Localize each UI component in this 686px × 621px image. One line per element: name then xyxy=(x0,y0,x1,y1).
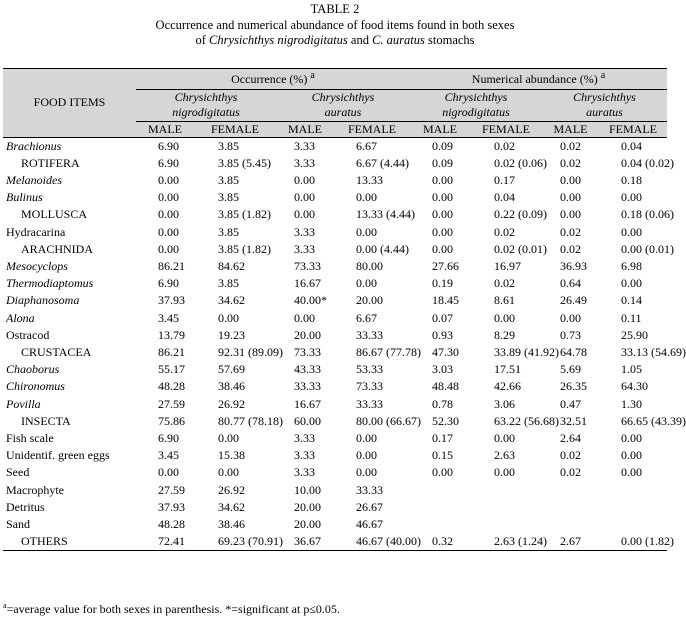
food-item-name: Seed xyxy=(6,465,30,480)
food-item-name: Chironomus xyxy=(6,379,65,394)
value-cell: 0.00 xyxy=(560,310,581,325)
value-cell: 40.00* xyxy=(294,293,327,308)
value-cell: 20.00 xyxy=(294,327,321,342)
value-cell: 0.02 (0.01) xyxy=(494,241,547,256)
value-cell: 17.51 xyxy=(494,362,521,377)
value-cell: 10.00 xyxy=(294,482,321,497)
table-row xyxy=(3,138,667,155)
value-cell: 3.45 xyxy=(158,448,179,463)
title-prefix: of xyxy=(195,33,209,47)
header-numerical-label: Numerical abundance (%) xyxy=(471,72,598,87)
value-cell: 0.00 (0.01) xyxy=(621,241,674,256)
value-cell: 0.02 xyxy=(560,448,581,463)
food-item-name: Chaoborus xyxy=(6,362,60,377)
value-cell: 3.06 xyxy=(494,396,515,411)
value-cell: 63.22 (56.68) xyxy=(494,413,559,428)
value-cell: 20.00 xyxy=(356,293,383,308)
value-cell: 0.02 xyxy=(560,155,581,170)
table-row xyxy=(3,413,667,430)
value-cell: 34.62 xyxy=(218,293,245,308)
value-cell: 37.93 xyxy=(158,499,185,514)
value-cell: 0.64 xyxy=(560,276,581,291)
value-cell: 0.00 xyxy=(621,448,642,463)
value-cell: 92.31 (89.09) xyxy=(218,344,283,359)
value-cell: 0.00 (4.44) xyxy=(356,241,409,256)
header-female: FEMALE xyxy=(334,121,410,137)
table-row xyxy=(3,516,667,533)
header-occurrence-label: Occurrence (%) xyxy=(231,72,308,87)
value-cell xyxy=(599,482,667,499)
value-cell: 0.00 xyxy=(356,276,377,291)
value-cell: 0.09 xyxy=(432,138,453,153)
value-cell xyxy=(542,516,599,533)
value-cell: 27.59 xyxy=(158,482,185,497)
value-cell: 0.00 xyxy=(158,172,179,187)
header-species-2-num-l2: auratus xyxy=(586,105,623,120)
value-cell: 1.05 xyxy=(621,362,642,377)
value-cell: 0.00 xyxy=(218,465,239,480)
table-row xyxy=(3,482,667,499)
value-cell: 0.19 xyxy=(432,276,453,291)
value-cell: 0.00 xyxy=(356,224,377,239)
value-cell: 8.29 xyxy=(494,327,515,342)
value-cell: 0.02 xyxy=(560,241,581,256)
value-cell: 55.17 xyxy=(158,362,185,377)
value-cell: 0.17 xyxy=(432,430,453,445)
value-cell: 0.00 xyxy=(432,207,453,222)
value-cell: 3.85 xyxy=(218,138,239,153)
value-cell: 80.77 (78.18) xyxy=(218,413,283,428)
value-cell: 34.62 xyxy=(218,499,245,514)
header-species-2-occ-l1: Chrysichthys xyxy=(276,89,410,105)
value-cell: 60.00 xyxy=(294,413,321,428)
value-cell: 13.33 xyxy=(356,172,383,187)
food-item-name: Thermodiaptomus xyxy=(6,276,94,291)
title-mid: and xyxy=(347,33,373,47)
header-female: FEMALE xyxy=(194,121,276,137)
value-cell: 0.00 xyxy=(158,224,179,239)
value-cell: 2.64 xyxy=(560,430,581,445)
value-cell: 73.33 xyxy=(294,258,321,273)
table-row xyxy=(3,172,667,189)
value-cell: 0.02 xyxy=(560,138,581,153)
table-row xyxy=(3,396,667,413)
value-cell: 27.59 xyxy=(158,396,185,411)
table-row xyxy=(3,327,667,344)
value-cell: 6.90 xyxy=(158,430,179,445)
value-cell: 42.66 xyxy=(494,379,521,394)
value-cell: 3.45 xyxy=(158,310,179,325)
value-cell: 86.67 (77.78) xyxy=(356,344,421,359)
header-species-1-occ-l1: Chrysichthys xyxy=(136,89,276,105)
value-cell: 26.35 xyxy=(560,379,587,394)
value-cell: 6.90 xyxy=(158,276,179,291)
value-cell: 43.33 xyxy=(294,362,321,377)
value-cell: 0.00 xyxy=(294,310,315,325)
value-cell: 15.38 xyxy=(218,448,245,463)
table-row xyxy=(3,241,667,258)
value-cell: 0.00 xyxy=(294,190,315,205)
value-cell: 3.33 xyxy=(294,465,315,480)
value-cell: 33.33 xyxy=(294,379,321,394)
table-row xyxy=(3,275,667,292)
value-cell xyxy=(599,499,667,516)
food-item-name: Mesocyclops xyxy=(6,258,68,273)
value-cell: 8.61 xyxy=(494,293,515,308)
value-cell xyxy=(542,482,599,499)
value-cell: 48.28 xyxy=(158,379,185,394)
value-cell: 3.85 (5.45) xyxy=(218,155,271,170)
food-item-name: Detritus xyxy=(6,499,45,514)
value-cell: 0.00 xyxy=(356,190,377,205)
value-cell: 20.00 xyxy=(294,516,321,531)
value-cell: 0.02 (0.06) xyxy=(494,155,547,170)
value-cell: 20.00 xyxy=(294,499,321,514)
table-title-line1: Occurrence and numerical abundance of food items found in both sexes xyxy=(155,17,515,32)
value-cell: 33.33 xyxy=(356,482,383,497)
value-cell: 0.18 xyxy=(621,172,642,187)
header-species-2-occ-l2: auratus xyxy=(324,105,362,120)
value-cell: 0.00 (1.82) xyxy=(621,534,674,549)
table-row xyxy=(3,464,667,481)
value-cell: 3.85 xyxy=(218,190,239,205)
food-item-name: Alona xyxy=(6,310,35,325)
title-species-2: C. auratus xyxy=(372,33,425,47)
value-cell: 72.41 xyxy=(158,534,185,549)
value-cell: 0.73 xyxy=(560,327,581,342)
value-cell: 3.85 xyxy=(218,172,239,187)
value-cell: 53.33 xyxy=(356,362,383,377)
value-cell: 3.33 xyxy=(294,430,315,445)
value-cell: 6.98 xyxy=(621,258,642,273)
table-row xyxy=(3,533,667,551)
value-cell: 0.04 (0.02) xyxy=(621,155,674,170)
value-cell: 16.67 xyxy=(294,276,321,291)
value-cell: 0.00 xyxy=(432,241,453,256)
value-cell: 26.49 xyxy=(560,293,587,308)
value-cell: 0.00 xyxy=(560,207,581,222)
value-cell xyxy=(470,516,542,533)
value-cell: 26.67 xyxy=(356,499,383,514)
value-cell xyxy=(599,516,667,533)
value-cell: 0.78 xyxy=(432,396,453,411)
value-cell: 0.00 xyxy=(560,190,581,205)
table-row xyxy=(3,189,667,206)
table-body xyxy=(3,138,686,552)
value-cell: 0.18 (0.06) xyxy=(621,207,674,222)
value-cell: 13.33 (4.44) xyxy=(356,207,415,222)
table-row xyxy=(3,155,667,172)
value-cell: 0.00 xyxy=(621,430,642,445)
value-cell: 0.32 xyxy=(432,534,453,549)
value-cell: 18.45 xyxy=(432,293,459,308)
value-cell: 25.90 xyxy=(621,327,648,342)
table-row xyxy=(3,258,667,275)
value-cell: 0.00 xyxy=(494,430,515,445)
value-cell: 6.67 (4.44) xyxy=(356,155,409,170)
header-male: MALE xyxy=(276,121,334,137)
value-cell: 1.30 xyxy=(621,396,642,411)
value-cell: 26.92 xyxy=(218,482,245,497)
value-cell: 0.09 xyxy=(432,155,453,170)
value-cell: 86.21 xyxy=(158,258,185,273)
value-cell: 0.02 xyxy=(494,276,515,291)
food-item-name: Brachionus xyxy=(6,138,62,153)
value-cell: 64.30 xyxy=(621,379,648,394)
food-item-name: MOLLUSCA xyxy=(21,207,88,222)
value-cell: 19.23 xyxy=(218,327,245,342)
header-numerical-sup: a xyxy=(600,70,606,82)
value-cell: 3.33 xyxy=(294,138,315,153)
value-cell: 0.00 xyxy=(494,465,515,480)
value-cell: 0.00 xyxy=(621,276,642,291)
value-cell: 33.33 xyxy=(356,396,383,411)
value-cell: 6.67 xyxy=(356,310,377,325)
footnote-text: =average value for both sexes in parenthesis. *=significant at p≤0.05. xyxy=(6,602,340,616)
value-cell xyxy=(470,482,542,499)
value-cell: 38.46 xyxy=(218,379,245,394)
value-cell: 73.33 xyxy=(356,379,383,394)
table-number: TABLE 2 xyxy=(310,2,360,16)
value-cell xyxy=(410,499,470,516)
value-cell: 0.02 xyxy=(494,138,515,153)
value-cell: 47.30 xyxy=(432,344,459,359)
table-footnote xyxy=(3,601,340,617)
value-cell: 0.00 xyxy=(294,207,315,222)
value-cell: 0.04 xyxy=(494,190,515,205)
food-item-name: INSECTA xyxy=(21,413,71,428)
header-occurrence-sup: a xyxy=(310,70,315,82)
value-cell: 46.67 (40.00) xyxy=(356,534,421,549)
value-cell: 33.13 (54.69) xyxy=(621,344,686,359)
table-row xyxy=(3,361,667,378)
table-row xyxy=(3,378,667,395)
value-cell: 3.85 (1.82) xyxy=(218,241,271,256)
value-cell: 0.00 xyxy=(158,207,179,222)
value-cell: 36.93 xyxy=(560,258,587,273)
food-item-name: Macrophyte xyxy=(6,482,64,497)
value-cell: 2.63 xyxy=(494,448,515,463)
value-cell: 75.86 xyxy=(158,413,185,428)
value-cell: 84.62 xyxy=(218,258,245,273)
value-cell: 48.48 xyxy=(432,379,459,394)
header-food-items: FOOD ITEMS xyxy=(33,95,106,110)
value-cell: 16.97 xyxy=(494,258,521,273)
value-cell: 27.66 xyxy=(432,258,459,273)
value-cell: 3.85 xyxy=(218,276,239,291)
food-item-name: Sand xyxy=(6,516,30,531)
table-row xyxy=(3,224,667,241)
food-item-name: Unidentif. green eggs xyxy=(6,448,110,463)
value-cell: 3.33 xyxy=(294,241,315,256)
food-item-name: ARACHNIDA xyxy=(21,241,93,256)
value-cell: 36.67 xyxy=(294,534,321,549)
value-cell: 0.00 xyxy=(158,190,179,205)
food-item-name: Diaphanosoma xyxy=(6,293,80,308)
value-cell: 6.90 xyxy=(158,155,179,170)
table-row xyxy=(3,344,667,361)
value-cell xyxy=(542,499,599,516)
value-cell: 48.28 xyxy=(158,516,185,531)
value-cell: 16.67 xyxy=(294,396,321,411)
food-items-table xyxy=(3,68,686,551)
table-row xyxy=(3,310,667,327)
value-cell xyxy=(470,499,542,516)
value-cell: 0.00 xyxy=(158,465,179,480)
value-cell: 0.93 xyxy=(432,327,453,342)
value-cell: 3.03 xyxy=(432,362,453,377)
value-cell: 2.63 (1.24) xyxy=(494,534,547,549)
value-cell: 0.04 xyxy=(621,138,642,153)
value-cell: 46.67 xyxy=(356,516,383,531)
value-cell: 0.00 xyxy=(356,465,377,480)
header-female: FEMALE xyxy=(599,121,667,137)
value-cell: 0.15 xyxy=(432,448,453,463)
value-cell xyxy=(410,482,470,499)
value-cell: 80.00 (66.67) xyxy=(356,413,421,428)
table-row xyxy=(3,206,667,223)
value-cell: 0.47 xyxy=(560,396,581,411)
value-cell: 38.46 xyxy=(218,516,245,531)
value-cell: 0.00 xyxy=(158,241,179,256)
header-male: MALE xyxy=(542,121,599,137)
value-cell: 0.00 xyxy=(356,448,377,463)
table-caption xyxy=(0,0,670,49)
value-cell: 0.00 xyxy=(621,465,642,480)
value-cell: 0.00 xyxy=(432,172,453,187)
value-cell: 0.00 xyxy=(432,224,453,239)
value-cell xyxy=(410,516,470,533)
header-male: MALE xyxy=(410,121,470,137)
value-cell: 0.00 xyxy=(494,310,515,325)
food-item-name: Hydracarina xyxy=(6,224,66,239)
value-cell: 3.85 (1.82) xyxy=(218,207,271,222)
header-female: FEMALE xyxy=(470,121,542,137)
value-cell: 73.33 xyxy=(294,344,321,359)
value-cell: 33.89 (41.92) xyxy=(494,344,559,359)
value-cell: 0.02 xyxy=(560,224,581,239)
value-cell: 52.30 xyxy=(432,413,459,428)
header-species-1-num-l2: nigrodigitatus xyxy=(442,105,510,120)
value-cell: 26.92 xyxy=(218,396,245,411)
value-cell: 0.22 (0.09) xyxy=(494,207,547,222)
value-cell: 6.90 xyxy=(158,138,179,153)
value-cell: 13.79 xyxy=(158,327,185,342)
value-cell: 0.00 xyxy=(432,465,453,480)
header-species-1-num-l1: Chrysichthys xyxy=(410,89,542,105)
header-species-2-num-l1: Chrysichthys xyxy=(542,89,667,105)
value-cell: 3.33 xyxy=(294,448,315,463)
table-row xyxy=(3,447,667,464)
food-item-name: ROTIFERA xyxy=(21,155,80,170)
header-numerical xyxy=(410,69,667,89)
value-cell: 0.00 xyxy=(560,172,581,187)
title-species-1: Chrysichthys nigrodigitatus xyxy=(209,33,348,47)
table-row xyxy=(3,292,667,309)
value-cell: 69.23 (70.91) xyxy=(218,534,283,549)
value-cell: 32.51 xyxy=(560,413,587,428)
value-cell: 0.00 xyxy=(621,224,642,239)
value-cell: 80.00 xyxy=(356,258,383,273)
value-cell: 86.21 xyxy=(158,344,185,359)
title-suffix: stomachs xyxy=(424,33,475,47)
food-item-name: Melanoides xyxy=(6,172,62,187)
value-cell: 0.07 xyxy=(432,310,453,325)
value-cell: 33.33 xyxy=(356,327,383,342)
table-title-line2 xyxy=(0,33,670,49)
value-cell: 2.67 xyxy=(560,534,581,549)
header-species-1-occ-l2: nigrodigitatus xyxy=(172,105,240,120)
value-cell: 6.67 xyxy=(356,138,377,153)
value-cell: 3.33 xyxy=(294,224,315,239)
value-cell: 3.33 xyxy=(294,155,315,170)
food-item-name: Povilla xyxy=(6,396,41,411)
header-occurrence xyxy=(136,69,410,89)
value-cell: 0.14 xyxy=(621,293,642,308)
value-cell: 0.00 xyxy=(621,190,642,205)
table-row xyxy=(3,430,667,447)
food-item-name: Bulinus xyxy=(6,190,43,205)
value-cell: 0.02 xyxy=(560,465,581,480)
footnote-sup: a xyxy=(3,601,7,610)
value-cell: 0.00 xyxy=(294,172,315,187)
value-cell: 0.11 xyxy=(621,310,642,325)
value-cell: 64.78 xyxy=(560,344,587,359)
table-row xyxy=(3,499,667,516)
value-cell: 0.00 xyxy=(432,190,453,205)
value-cell: 0.00 xyxy=(218,310,239,325)
value-cell: 3.85 xyxy=(218,224,239,239)
value-cell: 66.65 (43.39) xyxy=(621,413,686,428)
value-cell: 5.69 xyxy=(560,362,581,377)
value-cell: 0.00 xyxy=(218,430,239,445)
food-item-name: Fish scale xyxy=(6,430,54,445)
food-item-name: OTHERS xyxy=(21,534,68,549)
food-item-name: Ostracod xyxy=(6,327,50,342)
value-cell: 37.93 xyxy=(158,293,185,308)
header-male: MALE xyxy=(136,121,194,137)
value-cell: 0.00 xyxy=(356,430,377,445)
value-cell: 0.02 xyxy=(494,224,515,239)
food-item-name: CRUSTACEA xyxy=(21,344,92,359)
value-cell: 0.17 xyxy=(494,172,515,187)
value-cell: 57.69 xyxy=(218,362,245,377)
